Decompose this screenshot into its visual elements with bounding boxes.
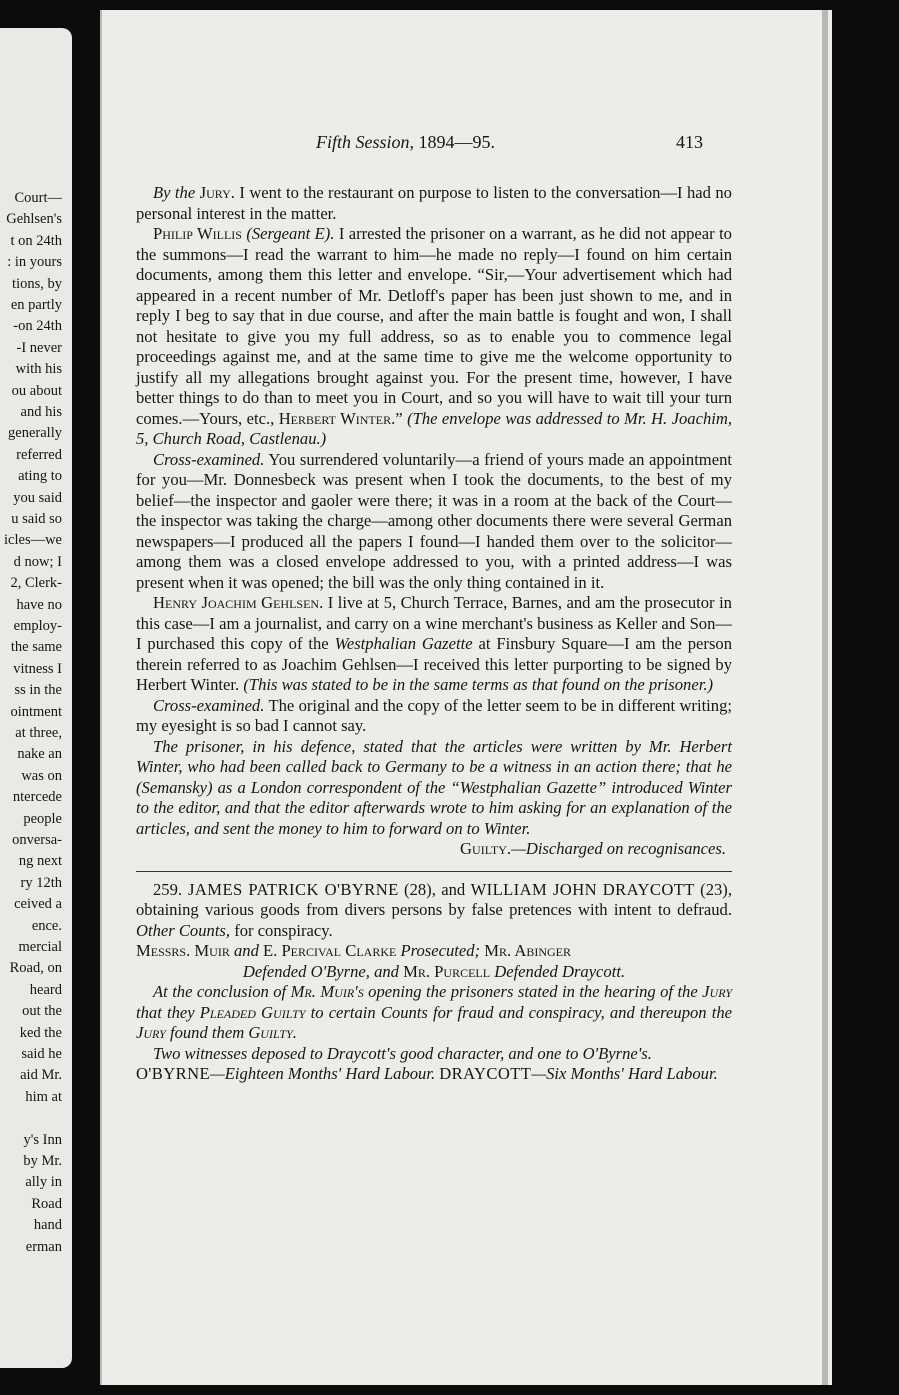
sentence-text: —Eighteen Months' Hard Labour. — [210, 1064, 436, 1083]
session-years: 1894—95. — [418, 132, 495, 152]
facing-page-line: ng next — [18, 853, 62, 870]
body-text — [136, 183, 732, 1085]
editorial-note: (This was stated to be in the same terms as that found on the prisoner.) — [243, 675, 714, 694]
facing-page-line: generally — [8, 425, 62, 442]
verdict — [136, 839, 732, 860]
facing-page-line: said he — [21, 1046, 62, 1062]
cross-examination-text: The original and the copy of the letter seem to be in different writing; my eyesight is so bad I cannot say. — [136, 695, 732, 735]
facing-page-line: ally in — [25, 1174, 62, 1191]
page-number: 413 — [676, 132, 703, 152]
jury-answer-text: I went to the restaurant on purpose to listen to the conversation—I had no personal interest in the matter. — [136, 183, 732, 223]
defendant-name: DRAYCOTT — [439, 1064, 532, 1083]
session-title: Fifth Session, — [316, 132, 414, 152]
facing-page-line: have no — [16, 596, 62, 613]
counsel-name: Mr. Abinger — [480, 941, 571, 960]
page-header — [102, 132, 832, 156]
cross-examination-text: You surrendered voluntarily—a friend of yours made an appointment for you—Mr. Donnesbeck was present when I took the documents, to the best of my belief—the inspector and gaoler were there; it was in a room at the back of the Court—the inspector was taking the charge—among other documents there were several German newspapers—I produced all the papers I found—I handed them over to the solicitor—among them was a closed envelope addressed to you, with a printed address—I was present when it was opened; the bill was the only thing contained in it. — [136, 449, 732, 592]
facing-page-line: : in yours — [7, 254, 62, 271]
facing-page-line: mercial — [18, 939, 62, 955]
quote-close: ” — [395, 408, 403, 428]
verdict-guilty: Guilty. — [248, 1023, 297, 1042]
facing-page-line: employ- — [13, 618, 62, 634]
plea-label: Pleaded Guilty — [199, 1002, 306, 1022]
defendant-name: JAMES PATRICK O'BYRNE — [188, 879, 399, 899]
counsel-role: Defended Draycott. — [490, 961, 626, 981]
facing-page-line: aid Mr. — [20, 1067, 62, 1084]
facing-page-line: erman — [25, 1238, 62, 1255]
paragraph-willis-cross — [136, 450, 732, 594]
plea-text: found them — [165, 1023, 249, 1042]
newspaper-title: Westphalian Gazette — [334, 634, 473, 653]
plea-text: that they — [136, 1002, 200, 1022]
facing-page-line: people — [23, 810, 62, 827]
conjunction: and — [229, 941, 264, 960]
cross-examined-label: Cross-examined. — [153, 695, 265, 715]
case-divider — [136, 871, 732, 872]
facing-page-line: ss in the — [14, 682, 62, 699]
facing-page-line: 2, Clerk- — [10, 575, 62, 592]
paragraph-plea — [136, 982, 732, 1044]
facing-page-line: Road, on — [9, 960, 62, 977]
counsel-name: E. Percival Clarke — [263, 941, 397, 960]
evidence-text: I live at 5, Church Terrace, Barnes, and am the prosecutor in this case—I am a journalist, and carry on a wine merchant's business as Keller and Son—I purchased this copy of the — [136, 593, 732, 653]
plea-text: At the conclusion of — [153, 982, 291, 1001]
paragraph-defence: The prisoner, in his defence, stated that the articles were written by Mr. Herbert Winter, who had been called back to Germany to be a witness in an action there; that he (Semansky) as a London correspondent of the “Westphalian Gazette” introduced Winter to the editor, and that the editor afterwards wrote to him asking for an explanation of the articles, and sent the money to him to forward on to Winter. — [136, 736, 732, 838]
running-head — [316, 132, 495, 153]
facing-page-line: tions, by — [12, 275, 62, 292]
facing-page-line: was on — [21, 767, 62, 784]
envelope-note: (The envelope was addressed to Mr. H. Joachim, 5, Church Road, Castlenau.) — [136, 408, 733, 448]
facing-page-line: -I never — [16, 339, 62, 356]
paragraph-willis-evidence — [136, 224, 732, 450]
facing-page-line: with his — [15, 361, 62, 378]
facing-page-line: ked the — [19, 1024, 62, 1041]
facing-page-line: heard — [29, 981, 62, 998]
witness-name: Henry Joachim Gehlsen. — [153, 593, 324, 612]
charge-text: (23), obtaining various goods from divers persons by false pretences with intent to defraud. — [136, 879, 732, 919]
facing-page-line: onversa- — [12, 832, 62, 848]
page — [100, 10, 832, 1385]
defendant-name: WILLIAM JOHN DRAYCOTT — [470, 879, 695, 899]
paragraph-jury-question — [136, 183, 732, 224]
facing-page-line: hand — [33, 1217, 62, 1234]
witness-name: Philip Willis — [153, 224, 242, 243]
jury-label: Jury — [702, 982, 732, 1001]
facing-page-fragment — [0, 28, 72, 1368]
charge-text: for conspiracy. — [230, 920, 333, 940]
case-heading — [136, 880, 732, 942]
defendant-age: (28), and — [398, 879, 471, 899]
cross-examined-label: Cross-examined. — [153, 449, 265, 469]
counsel-line-2 — [136, 962, 732, 983]
facing-page-line: ating to — [18, 468, 62, 485]
facing-page-line: t on 24th — [10, 232, 62, 249]
paragraph-character-witnesses: Two witnesses deposed to Draycott's good character, and one to O'Byrne's. — [153, 1043, 652, 1063]
facing-page-line: Road — [31, 1195, 62, 1212]
facing-page-line: -on 24th — [13, 318, 62, 335]
counsel-name: Messrs. Muir — [136, 941, 230, 960]
facing-page-line: ceived a — [14, 896, 62, 913]
witness-rank: (Sergeant E). — [246, 224, 335, 243]
facing-page-line: and his — [20, 404, 62, 420]
facing-page-line: en partly — [10, 297, 62, 313]
defendant-name: O'BYRNE — [136, 1064, 211, 1083]
by-the-label: By the — [153, 183, 196, 202]
other-counts-label: Other Counts, — [136, 920, 231, 940]
evidence-text: at Finsbury Square—I am the person therein referred to as Joachim Gehlsen—I received this letter purporting to be signed by Herbert Winter. — [136, 634, 732, 694]
facing-page-line: ence. — [31, 917, 62, 934]
sentence-text: —Six Months' Hard Labour. — [531, 1064, 718, 1083]
plea-text: opening the prisoners stated in the hearing of the — [363, 982, 703, 1001]
facing-page-line: referred — [16, 446, 62, 463]
jury-label: Jury — [136, 1023, 166, 1042]
facing-page-line: u said so — [11, 511, 62, 527]
facing-page-line: y's Inn — [23, 1131, 62, 1148]
counsel-name: Mr. Purcell — [398, 961, 491, 981]
counsel-name: Mr. Muir's — [290, 982, 364, 1001]
plea-text: to certain Counts for fraud and conspiracy, and thereupon the — [305, 1002, 733, 1022]
facing-page-line: out the — [22, 1003, 62, 1020]
facing-page-line: the same — [10, 639, 62, 656]
facing-page-line: vitness I — [13, 660, 62, 677]
verdict-guilty: Guilty. — [460, 839, 512, 858]
letter-signer: Herbert Winter. — [278, 408, 396, 428]
verdict-disposition: —Discharged on recognisances. — [511, 839, 726, 858]
facing-page-line: Gehlsen's — [6, 211, 62, 228]
facing-page-line: nake an — [17, 746, 62, 763]
facing-page-line: ry 12th — [20, 874, 62, 891]
paragraph-gehlsen-evidence — [136, 593, 732, 696]
facing-page-line: ointment — [10, 703, 62, 720]
counsel-role: Prosecuted; — [396, 941, 481, 960]
facing-page-line: d now; I — [13, 553, 62, 570]
sentence-line — [136, 1064, 732, 1085]
evidence-text: I arrested the prisoner on a warrant, as he did not appear to the summons—I read the warrant to him—he made no reply—I found on him certain documents, among them this letter and envelope. “Sir,—Your advertisement which had appeared in a recent number of Mr. Detloff's paper has been just shown to me, and in reply I beg to say that in due course, and after the main battle is fought and won, I shall not hesitate to give you my full address, so as to enable you to commence legal proceedings against me, and at the same time to give me the welcome opportunity to justify all my allegations brought against you. For the present time, however, I have better things to do than to meet you in Court, and so you will have to wait till your turn comes.—Yours, etc., — [136, 224, 732, 428]
facing-page-line: you said — [13, 489, 62, 506]
counsel-role: Defended O'Byrne, and — [242, 961, 399, 981]
facing-page-line: at three, — [15, 725, 62, 741]
page-edge — [822, 10, 828, 1385]
facing-page-line: Court— — [14, 190, 62, 206]
facing-page-line: ntercede — [12, 789, 62, 806]
facing-page-line: him at — [25, 1088, 62, 1105]
case-number: 259. — [153, 879, 183, 899]
facing-page-line: ou about — [11, 382, 62, 399]
jury-label: Jury. — [199, 183, 235, 202]
facing-page-line: icles—we — [4, 532, 62, 549]
facing-page-line: by Mr. — [23, 1153, 62, 1169]
paragraph-gehlsen-cross — [136, 696, 732, 737]
counsel-line — [136, 941, 732, 962]
